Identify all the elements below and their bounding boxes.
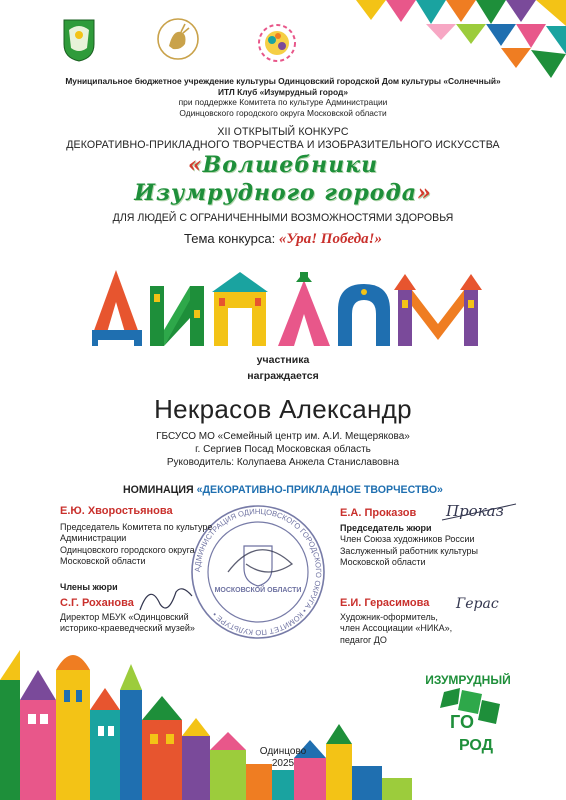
member-1-title-2: историко-краеведческий музей» — [60, 623, 195, 634]
chair-title-4: Московской области — [60, 556, 146, 567]
footer-city: Одинцово — [259, 746, 307, 757]
diploma-letter-i — [150, 286, 204, 346]
member-1-title-1: Директор МБУК «Одинцовский — [60, 612, 189, 622]
org-line-2: ИТЛ Клуб «Изумрудный город» — [217, 86, 349, 97]
institution-line-3: Руководитель: Колупаева Анжела Станиславовна — [166, 457, 400, 468]
recipient-institution — [0, 430, 566, 469]
jury-chair-title-3: Заслуженный работник культуры — [340, 545, 478, 556]
jury-chair-title-2: Член Союза художников России — [340, 534, 475, 545]
jury-chair-title-1: Председатель жюри — [340, 523, 432, 533]
nomination-value: «ДЕКОРАТИВНО-ПРИКЛАДНОЕ ТВОРЧЕСТВО» — [196, 484, 443, 496]
theme-label: Тема конкурса: — [184, 231, 276, 246]
contest-name-line-1: «Волшебники — [187, 152, 379, 178]
izumrudny-gorod-logo — [400, 670, 540, 760]
signature-chair — [60, 504, 212, 568]
footer-year: 2025 — [271, 758, 295, 769]
theme-value: «Ура! Победа!» — [278, 231, 382, 247]
chair-title-1: Председатель Комитета по культуре — [60, 522, 213, 532]
member-2-title-1: Художник-оформитель, — [340, 612, 438, 622]
contest-audience: ДЛЯ ЛЮДЕЙ С ОГРАНИЧЕННЫМИ ВОЗМОЖНОСТЯМИ ЗДОРОВЬЯ — [112, 212, 454, 224]
nomination-label: НОМИНАЦИЯ — [123, 484, 194, 496]
signature-member-2 — [340, 596, 452, 646]
member-1-name: С.Г. Роханова — [60, 597, 134, 609]
diploma-letter-p — [212, 272, 268, 346]
svg-text:Герас: Герас — [456, 596, 499, 612]
member-2-title-3: педагог ДО — [340, 634, 387, 645]
member-1-autograph — [136, 580, 196, 616]
diploma-heading — [92, 270, 492, 346]
institution-line-1: ГБСУСО МО «Семейный центр им. А.И. Мещерякова» — [156, 431, 410, 442]
org-line-4: Одинцовского городского округа Московской области — [179, 107, 387, 118]
contest-title — [0, 126, 566, 152]
jury-members-label: Члены жюри — [60, 582, 118, 592]
logo-row — [0, 14, 566, 76]
recipient-name: Некрасов Александр — [154, 394, 412, 424]
member-2-autograph — [452, 588, 522, 618]
contest-line-1: XII ОТКРЫТЫЙ КОНКУРС — [217, 126, 349, 138]
award-line-participant: участника — [256, 354, 310, 366]
diploma-letter-m — [394, 274, 482, 346]
jury-chair-name: Е.А. Проказов — [340, 507, 417, 519]
diploma-letter-o — [338, 284, 390, 346]
svg-text:Проказ: Проказ — [446, 502, 504, 520]
diploma-letter-d — [92, 270, 142, 346]
chair-title-3: Одинцовского городского округа — [60, 544, 195, 555]
chair-title-2: Администрации — [60, 533, 127, 544]
org-line-3: при поддержке Комитета по культуре Администрации — [178, 97, 388, 108]
contest-name — [0, 150, 566, 214]
contest-line-2: ДЕКОРАТИВНО-ПРИКЛАДНОГО ТВОРЧЕСТВА И ИЗОБРАЗИТЕЛЬНОГО ИСКУССТВА — [66, 139, 500, 151]
stamp-outer-text: АДМИНИСТРАЦИЯ ОДИНЦОВСКОГО ГОРОДСКОГО ОКРУГА • КОМИТЕТ ПО КУЛЬТУРЕ • — [192, 506, 324, 638]
svg-text:ИЗУМРУДНЫЙ: ИЗУМРУДНЫЙ — [425, 673, 511, 687]
jury-chair-title-4: Московской области — [340, 557, 426, 568]
chair-name: Е.Ю. Хворостьянова — [60, 505, 173, 517]
svg-text:ГО: ГО — [450, 712, 474, 732]
contest-theme — [0, 231, 566, 248]
award-line-awarded: награждается — [247, 370, 319, 382]
member-2-name: Е.И. Герасимова — [340, 597, 430, 609]
svg-text:АДМИНИСТРАЦИЯ ОДИНЦОВСКОГО ГОР — [193, 507, 323, 637]
sun-deer-logo — [155, 16, 201, 62]
coat-of-arms-logo — [62, 18, 96, 62]
organization-header — [0, 76, 566, 118]
diploma-letter-l — [278, 272, 330, 346]
dk-solnechny-logo — [248, 16, 306, 70]
stamp-inner-text: МОСКОВСКОЙ ОБЛАСТИ — [214, 587, 302, 594]
jury-chair-autograph — [440, 494, 518, 526]
svg-text:РОД: РОД — [458, 737, 494, 754]
institution-line-2: г. Сергиев Посад Московская область — [195, 444, 371, 455]
contest-name-line-2: Изумрудного города» — [134, 180, 432, 206]
member-2-title-2: член Ассоциации «НИКА», — [340, 623, 453, 634]
org-line-1: Муниципальное бюджетное учреждение культуры Одинцовский городской Дом культуры «Солнечный» — [65, 76, 501, 86]
